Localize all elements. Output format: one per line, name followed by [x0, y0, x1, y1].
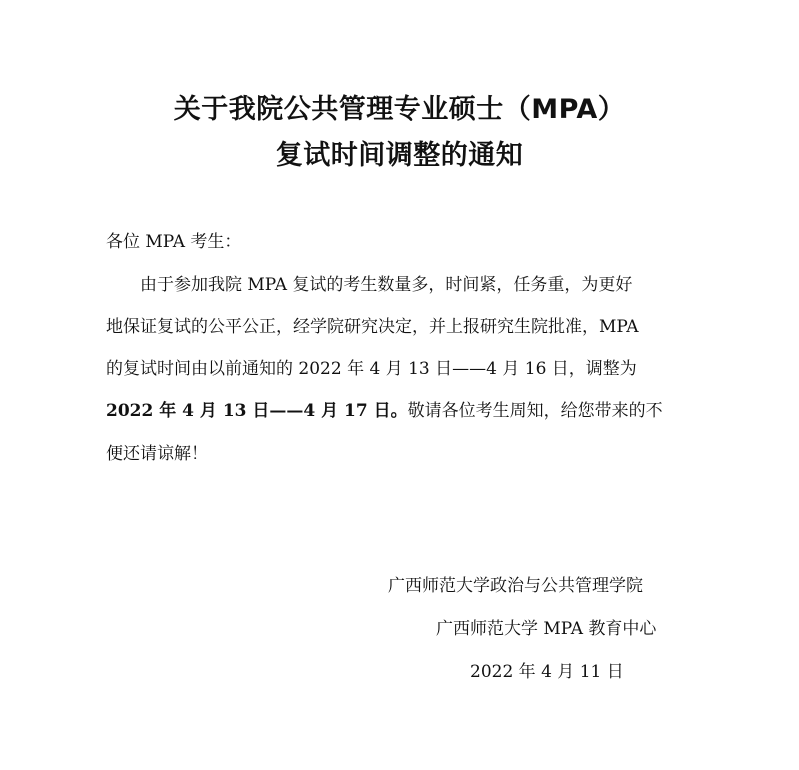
body-line-3: 的复试时间由以前通知的 2022 年 4 月 13 日——4 月 16 日，调整为 [106, 359, 637, 379]
body-line-4 [106, 399, 663, 423]
signature-org-2: 广西师范大学 MPA 教育中心 [436, 619, 657, 639]
notice-title-line2: 复试时间调整的通知 [275, 140, 524, 171]
body-line-2: 地保证复试的公平公正，经学院研究决定，并上报研究生院批准，MPA [106, 317, 639, 337]
body-line-1: 由于参加我院 MPA 复试的考生数量多，时间紧，任务重，为更好 [140, 275, 633, 295]
body-line-5: 便还请谅解！ [106, 444, 208, 464]
notice-title-line1: 关于我院公共管理专业硕士（MPA） [173, 94, 626, 125]
signature-date: 2022 年 4 月 11 日 [470, 662, 624, 682]
body-line-4-rest: 敬请各位考生周知，给您带来的不 [407, 401, 663, 421]
highlighted-new-dates: 2022 年 4 月 13 日——4 月 17 日。 [106, 401, 408, 421]
signature-org-1: 广西师范大学政治与公共管理学院 [388, 576, 643, 596]
salutation: 各位 MPA 考生： [106, 232, 242, 252]
